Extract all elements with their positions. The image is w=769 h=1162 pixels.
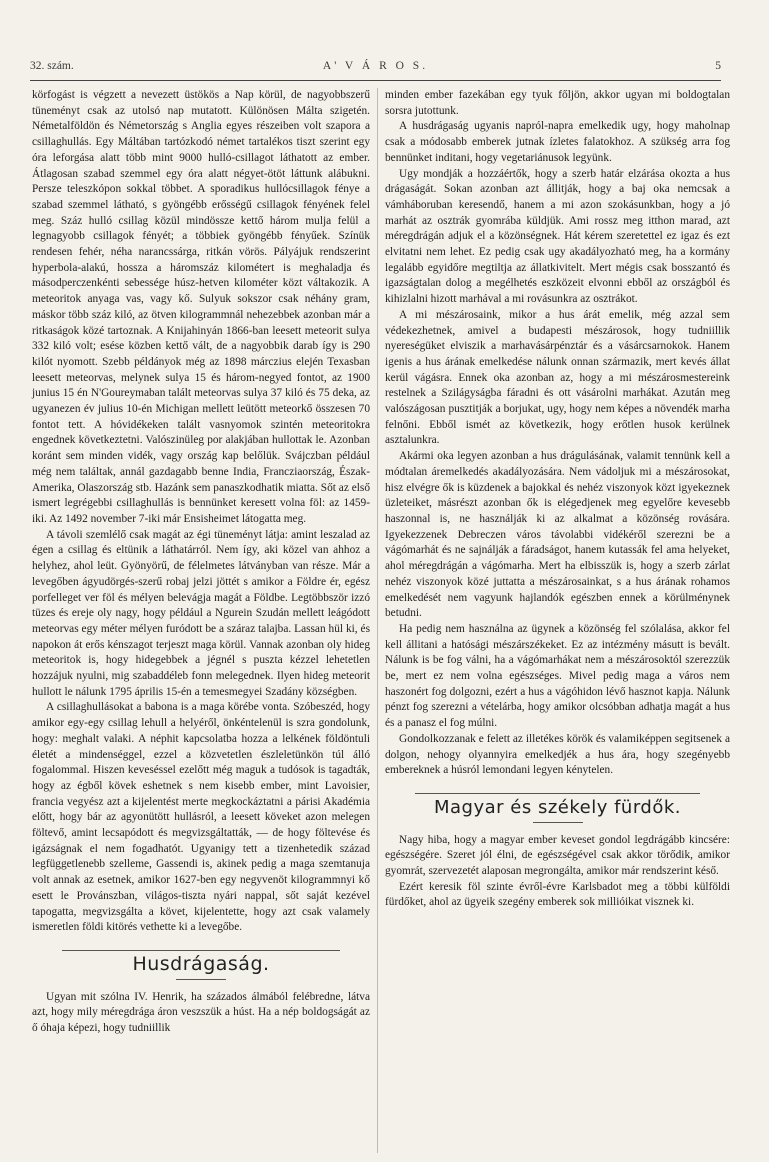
column-divider xyxy=(377,88,378,1153)
section-rule xyxy=(415,793,700,794)
page-number: 5 xyxy=(715,60,721,72)
article-paragraph: Nagy hiba, hogy a magyar ember keveset gondol legdrágább kincsére: egészségére. Szeret jól élni, de egészségével csak akkor törődik, amikor gyomrát, szervezetét alaposan megrongálta, amikor már rendszerint késő. xyxy=(385,833,730,878)
article-paragraph: minden ember fazekában egy tyuk főljön, akkor ugyan mi boldogtalan sorsra jutottunk. xyxy=(385,89,730,117)
section-heading-box xyxy=(385,793,730,823)
left-column xyxy=(32,88,370,1037)
article-paragraph: Ezért keresik föl szinte évről-évre Karlsbadot meg a többi külföldi fürdőket, ahol az ügyeik szegény emberek sok millióikat visznek ki. xyxy=(385,880,730,909)
newspaper-title: A' V Á R O S. xyxy=(322,60,429,72)
article-paragraph: Ugyan mit szólna IV. Henrik, ha százados álmából felébredne, látva azt, hogy mily méregdrága áron veszszük a húst. Ha a nép boldogságát az ő óhaja képezi, hogy tudniillik xyxy=(32,990,370,1035)
section-title: Magyar és székely fürdők. xyxy=(433,796,681,818)
header-rule xyxy=(30,80,721,81)
article-paragraph: Akármi oka legyen azonban a hus drágulásának, valamit tennünk kell a módtalan áremelkedés akadályozására. Nem vádoljuk mi a mészárosokat, hisz elvégre ők is küzdenek a bajokkal és nehéz viszonyok közt igyekeznek üzleteiket, másrészt azonban ők is elégedjenek meg egyelőre kevesebb haszonnal is, ne használják ki az alkalmat a közönség rovására. Igyekezzenek Debreczen város távolabbi vidékéről szerezni be a vágómarhát és ne sajnálják a fáradságot, hanem kutassák fel ama helyeket, ahol méregdrágán a vágómarha. Mert ha elbisszük is, hogy a szerb zárlat nehéz viszonyok közé juttatta a mészárosainkat, s a hus árának rohamos emelkedését nem vagyunk hajlandók egészben ennek a körülménynek betudni. xyxy=(385,450,730,620)
article-paragraph: A távoli szemlélő csak magát az égi tüneményt látja: amint leszalad az égen a csillag és eltünik a láthatárról. Nem így, aki közel van ahhoz a helyhez, ahol leüt. Gyönyörű, de félelmetes látványban van része. Már a levegőben ágyudörgés-szerű robaj jelzi jöttét s amikor a Földre ér, egész porfelleget ver föl és mélyen belevágja magát a Földbe. Legtöbbször izzó tüzes és ereje oly nagy, hogy például a Ngurein Szudán mellett leágódott meteorvas egy méter mélyen furódott be a száraz talajba. Lassan hül ki, és napokon át erős kénszagot terjeszt maga körül. Vannak azonban oly hideg meteoritok is, hogy hidegebbek a jégnél s puszta kézzel lehetetlen hozzájuk nyulni, mig szabaddéleb fonn melegednek. Ilyen hideg meteorit hullott le nálunk 1795 április 15-én a temesmegyei Szadány községben. xyxy=(32,528,370,698)
article-paragraph: Ha pedig nem használna az ügynek a közönség fel szólalása, akkor fel kell állitani a hatósági mészárszékeket. Ez az intézmény másutt is bevált. Nálunk is be fog válni, ha a vágómarhákat nem a mészárosoktól szerezzük be, mert ez nem volna egészséges. Mivel pedig maga a város nem haszonért fog dolgozni, ezért a hus a vágóhidon lévő hasznot kapja. Nálunk pénzt fog szerezni a vételárba, hogy amikor olcsóbban adhatja magát a hus és a panasz el fog múlni. xyxy=(385,622,730,730)
section-short-rule xyxy=(176,979,226,980)
article-paragraph: Ugy mondják a hozzáértők, hogy a szerb határ elzárása okozta a hus drágaságát. Sokan azonban azt állitják, hogy a baj oka nemcsak a vámháboruban keresendő, hanem a mi azon szokásunkban, hogy a jó marhát az osztrák gyomrába küldjük. Ami rossz meg itthon marad, azt méregdrágán adjuk el a közönségnek. Hát kérem szeretettel ez igaz és ezt elvitatni nem lehet. Ez pedig csak ugy akadályozható meg, ha a kormány legalább egyidőre megtiltja az állatkivitelt. Mert mégis csak bosszantó és igazságtalan dolog a megélhetés eszközeit elvonni ebből az országból és kihizlalni hizott marhával a mi rovásunkra az osztrákot. xyxy=(385,167,730,306)
article-paragraph: A husdrágaság ugyanis napról-napra emelkedik ugy, hogy maholnap csak a módosabb emberek jutnak ízletes falatokhoz. A szükség arra fog bennünket inditani, hogy vegetariánusok legyünk. xyxy=(385,120,730,164)
right-column xyxy=(385,88,730,911)
section-short-rule xyxy=(533,822,583,823)
section-heading-box xyxy=(32,950,370,980)
issue-number: 32. szám. xyxy=(30,60,74,72)
article-paragraph: A csillaghullásokat a babona is a maga körébe vonta. Szóbeszéd, hogy amikor egy-egy csillag lehull a helyéről, önkéntelenül is szra gondolunk, hogy: meghalt valaki. A néphit kapcsolatba hozza a lelkének földöntuli életét a mindenséggel, ezzel a közvetetlen észleletünkön túl álló fogalommal. Hiszen keveséssel ezelőtt még maguk a tudósok is tagadták, hogy az égből kövek eshetnek s nem kisebb ember, mint Lavoisier, francia vegyész azt a kijelentést merte megkockáztatni a párisi Akadémia előtt, hogy bár az agyonütött hullásról, a leesett köveket azon melegen föltevő, amint lecsapódott és megvizsgáltatták, — de hogy föltevése és igázságnak el nem fogadhatót. Ugyanigy tett a tizenhetedik század legfüggetlenebb szelleme, Gassendi is, akinek pedig a maga szemtanuja volt annak az esetnek, amikor 1627-ben egy negyvenöt kilogrammnyi kő esett le Provánszban, világos-tiszta nyári nappal, sőt saját kezével tapogatta, megvizsgálta a követ, kijelentette, hogy azt csak valamely ismeretlen földi kitörés vethette ki a levegőbe. xyxy=(32,701,370,934)
article-paragraph: Gondolkozzanak e felett az illetékes körök és valamiképpen segitsenek a dolgon, nehogy olyannyira emelkedjék a hus ára, hogy szegényebb embereknek a húsról lemondani legyen kénytelen. xyxy=(385,732,730,777)
page-header xyxy=(30,60,721,76)
article-paragraph: körfogást is végzett a nevezett üstökös a Nap körül, de nagyobbszerű tüneményt csak az utolsó nap mutatott. Különösen Málta szigetén. Németalföldön és Németország s Anglia egyes részeiben volt szapora a csillaghullás. Egy Máltában tartózkodó német tartalékos tiszt szerint egy óra leforgása alatt több mint 9000 hulló-csillagot láthatott az ember. Átlagosan szabad szemmel egy óra alatt négyet-ötöt láttunk alábukni. Persze teleszkópon sokkal többet. A sporadikus hullócsillagok fénye a szabad szemmel látható, s gyöngébb erősségű csillagok fényének felel meg. Száz hulló csillag közül mindössze kettő három mulja felül a legnagyobb csillagok fényét; a többiek gyöngébb fényűek. Színük rendesen fehér, néha narancssárga, ritkán vörös. Pályájuk rendszerint hyperbola-alakú, hossza a háromszáz kilométert is meghaladja és másodperczenkénti sebessége húsz-hetven kilométer közt váltakozik. A meteoritok anyaga vas, vagy kő. Sulyuk sokszor csak néhány gram, máskor több száz kiló, az ötven kilogrammnál nehezebbek azonban már a ritkaságok közé tartoznak. A Knijahinyán 1866-ban leesett meteorit sulya 332 kiló volt; esése közben kettő vált, de a nagyobbik darab így is 290 kilót nyomott. Szebb példányok még az 1898 márczius elején Texasban leesett meteorvas, melynek sulya 15 és három-negyed fontot, az 1900 junius 15 én N'Goureymaban talált meteorvas sulya 37 kiló és 75 deka, az ugyanezen év julius 10-én Michigan mellett leütött meteorkő összesen 70 fontot tett. A hóvidékeken talált vasnyomok szintén meteoritokra engednek következtetni. Valószinüleg por alakjában hullottak le. Azonban koránt sem minden vidék, vagy ország kap belőlük. Svájczban például még nem találtak, annál gazdagabb benne India, Francziaország, Észak-Amerika, Olaszország stb. Hazánk sem panaszkodhatik miatta. Sőt az első ismert legrégebbi csillaghullás is bennünket keresett volna föl: az 1459-iki. Az 1492 november 7-iki már Ensisheimet látogatta meg. xyxy=(32,89,370,525)
article-paragraph: A mi mészárosaink, mikor a hus árát emelik, még azzal sem védekezhetnek, amivel a budapesti mészárosok, hogy tudniillik nyereségüket elviszik a marhavásárpénztár és a vásárcsarnokok. Hanem igenis a hus árának emelkedése nálunk onnan származik, mert kevés állat kerül vágásra. Ennek oka azonban az, hogy a mi mészárosmestereink restelnek a Szilágyságba fáradni és ott vásárolni marhákat. Azután meg valószágosan pusztitják a borjukat, ugy, hogy nem képes a növendék marha felnőni. Ebből ismét az következik, hogy erőtlen husok kerülnek asztalunkra. xyxy=(385,308,730,447)
section-title: Husdrágaság. xyxy=(132,952,270,975)
section-rule xyxy=(62,950,340,951)
